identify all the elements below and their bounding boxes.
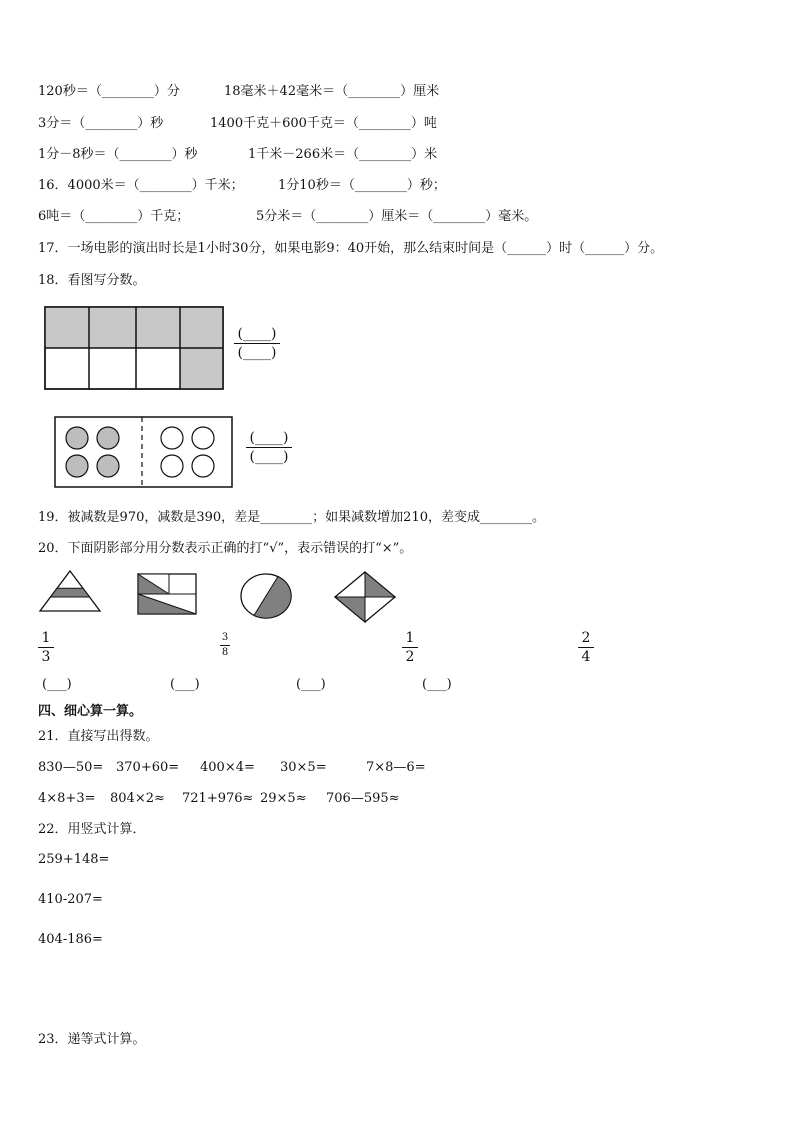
q21-item: 30×5= <box>280 760 327 775</box>
q15-row1 <box>38 84 440 100</box>
q21-item: 7×8—6= <box>366 760 426 775</box>
q20-answer-blank-3[interactable]: (___) <box>296 677 326 692</box>
q21-item: 804×2≈ <box>110 791 165 806</box>
q20-fraction-4 <box>578 630 594 665</box>
q15-row3 <box>38 147 438 163</box>
q16-row1 <box>38 178 446 194</box>
fraction-numerator: 3 <box>221 632 229 643</box>
q21-item: 4×8+3= <box>38 791 96 806</box>
q18-fraction-blank-2[interactable] <box>246 430 292 465</box>
q21-title: 21．直接写出得数。 <box>38 729 159 744</box>
q20-title: 20．下面阴影部分用分数表示正确的打“√”，表示错误的打“×”。 <box>38 541 413 556</box>
q20-fraction-3 <box>402 630 418 665</box>
fraction-numerator: 1 <box>41 630 51 646</box>
grid-shaded-top-row <box>45 307 223 348</box>
q22-item-2: 410-207= <box>38 892 103 907</box>
fraction-denominator: 4 <box>581 649 591 665</box>
q21-item: 830—50= <box>38 760 104 775</box>
q20-fraction-2 <box>220 632 230 659</box>
q18-fraction-blank-1[interactable] <box>234 326 280 361</box>
q15-row1-b: 18毫米＋42毫米＝（________）厘米 <box>224 84 440 99</box>
fraction-denominator: 8 <box>221 647 229 658</box>
q15-row1-a: 120秒＝（________）分 <box>38 84 180 99</box>
q20-answer-blank-4[interactable]: (___) <box>422 677 452 692</box>
frac-bottom: (____) <box>249 449 289 465</box>
q21-item: 400×4= <box>200 760 255 775</box>
q20-answer-blank-2[interactable]: (___) <box>170 677 200 692</box>
q22-title: 22．用竖式计算． <box>38 822 146 837</box>
q16-row2 <box>38 209 538 225</box>
fraction-numerator: 1 <box>405 630 415 646</box>
q15-row2-a: 3分＝（________）秒 <box>38 116 164 131</box>
q20-diamond-figure <box>333 570 397 624</box>
q15-row3-a: 1分－8秒＝（________）秒 <box>38 147 198 162</box>
q16-row1-a: 16．4000米＝（________）千米； <box>38 178 244 193</box>
q16-row1-b: 1分10秒＝（________）秒； <box>278 178 446 193</box>
section4-title: 四、细心算一算。 <box>38 704 143 719</box>
q15-row2 <box>38 116 437 132</box>
q20-rectangle-figure <box>136 572 200 616</box>
frac-bottom: (____) <box>237 345 277 361</box>
q16-row2-b: 5分米＝（________）厘米＝（________）毫米。 <box>256 209 538 224</box>
q21-item: 721+976≈ <box>182 791 254 806</box>
q22-item-1: 259+148= <box>38 852 110 867</box>
q20-circle-figure <box>238 572 294 622</box>
q17-text: 17．一场电影的演出时长是1小时30分，如果电影9：40开始，那么结束时间是（______）时（______）分。 <box>38 241 664 256</box>
q18-title: 18．看图写分数。 <box>38 273 146 288</box>
q21-item: 29×5≈ <box>260 791 307 806</box>
q20-triangle-figure <box>38 568 102 614</box>
q16-row2-a: 6吨＝（________）千克； <box>38 209 190 224</box>
q20-fraction-1 <box>38 630 54 665</box>
q18-circles-figure <box>52 414 237 490</box>
q22-item-3: 404-186= <box>38 932 103 947</box>
q18-grid-figure <box>40 304 230 394</box>
fraction-denominator: 2 <box>405 649 415 665</box>
fraction-denominator: 3 <box>41 649 51 665</box>
frac-top: (____) <box>237 326 277 342</box>
q15-row3-b: 1千米－266米＝（________）米 <box>248 147 438 162</box>
fraction-numerator: 2 <box>581 630 591 646</box>
q19-text: 19．被减数是970，减数是390，差是________；如果减数增加210，差变成________。 <box>38 510 545 525</box>
grid-shaded-cell <box>180 348 223 389</box>
q15-row2-b: 1400千克＋600千克＝（________）吨 <box>210 116 437 131</box>
q21-item: 370+60= <box>116 760 180 775</box>
frac-top: (____) <box>249 430 289 446</box>
q20-answer-blank-1[interactable]: (___) <box>42 677 72 692</box>
q21-item: 706—595≈ <box>326 791 400 806</box>
q23-title: 23．递等式计算。 <box>38 1032 146 1047</box>
